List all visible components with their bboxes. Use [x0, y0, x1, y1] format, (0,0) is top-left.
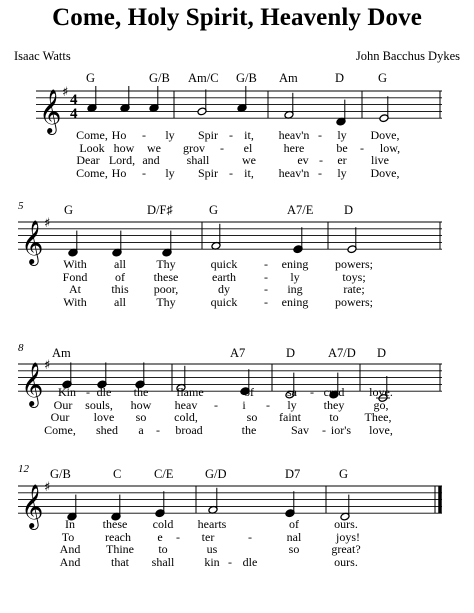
lyric-syllable: ly	[337, 165, 347, 180]
lyric-syllable: Come,	[76, 165, 108, 180]
lyric-syllable: ev	[297, 153, 309, 167]
lyric-syllable: of	[244, 385, 254, 399]
lyric-syllable: -	[86, 385, 90, 399]
lyric-syllable: -	[214, 397, 218, 412]
lyric-syllable: Thee,	[364, 410, 392, 424]
lyric-syllable: cred	[323, 385, 345, 399]
chord-symbol: A7/E	[287, 203, 314, 217]
chord-symbol: G	[209, 203, 219, 217]
chord-symbol: G/B	[236, 71, 257, 85]
lyric-syllable: earth	[212, 269, 236, 284]
lyric-syllable: -	[310, 385, 314, 399]
lyric-syllable: i	[242, 397, 246, 412]
lyric-syllable: us	[206, 542, 218, 556]
lyric-syllable: and	[142, 153, 160, 167]
composer-credit: John Bacchus Dykes	[355, 49, 460, 63]
lyric-syllable: heav	[174, 397, 198, 412]
chord-symbol: D	[286, 346, 296, 360]
lyric-syllable: ly	[337, 128, 347, 142]
lyric-syllable: we	[147, 140, 161, 155]
lyric-syllable: -	[319, 153, 323, 167]
lyric-syllable: rate;	[343, 282, 365, 296]
lyric-syllable: the	[241, 422, 257, 437]
lyric-syllable: ours.	[334, 554, 358, 569]
lyric-syllable: to	[158, 542, 168, 556]
lyric-syllable: -	[142, 128, 146, 142]
lyric-syllable: broad	[175, 422, 203, 437]
lyric-syllable: Fond	[62, 269, 88, 284]
lyric-syllable: Ho	[111, 165, 127, 180]
lyric-syllable: -	[142, 165, 146, 180]
lyric-syllable: ly	[165, 165, 175, 180]
lyric-syllable: shed	[96, 422, 118, 437]
lyric-syllable: Sav	[291, 422, 309, 437]
lyric-syllable: how	[113, 140, 135, 155]
lyric-syllable: -	[318, 128, 322, 142]
chord-symbol: D7	[285, 467, 301, 481]
lyric-syllable: of	[289, 517, 299, 531]
chord-symbol: A7	[230, 346, 246, 360]
lyric-syllable: e	[157, 529, 163, 544]
lyric-syllable: so	[135, 410, 147, 424]
lyric-syllable: love	[93, 410, 115, 424]
lyric-syllable: -	[248, 529, 252, 544]
lyricist-credit: Isaac Watts	[14, 49, 71, 63]
lyric-syllable: these	[153, 269, 179, 284]
lyric-syllable: With	[63, 257, 87, 271]
lyric-syllable: Our	[53, 397, 73, 412]
treble-clef-icon: 𝄞	[39, 89, 62, 134]
lyric-syllable: a	[138, 422, 144, 437]
song-title: Come, Holy Spirit, Heavenly Dove	[52, 4, 422, 31]
lyric-syllable: Spir	[197, 128, 219, 142]
lyric-syllable: sa	[287, 385, 297, 399]
chord-symbol: D	[344, 203, 354, 217]
treble-clef-icon: 𝄞	[21, 220, 44, 265]
lyric-syllable: we	[242, 153, 256, 167]
lyric-syllable: ly	[165, 128, 175, 142]
lyric-syllable: quick	[210, 257, 238, 271]
measure-number: 5	[18, 200, 24, 212]
lyric-syllable: ening	[281, 257, 309, 271]
lyric-syllable: go,	[373, 397, 389, 412]
chord-symbol: G	[64, 203, 74, 217]
lyric-syllable: -	[264, 294, 268, 309]
measure-number: 12	[18, 463, 29, 475]
lyric-syllable: Thine	[106, 542, 134, 556]
chord-symbol: G/B	[50, 467, 71, 481]
lyric-syllable: And	[59, 542, 81, 556]
lyric-syllable: be	[336, 140, 348, 155]
lyric-syllable: reach	[105, 529, 131, 544]
lyric-syllable: At	[69, 282, 81, 296]
lyric-syllable: -	[220, 140, 224, 155]
lyric-syllable: ours.	[334, 517, 358, 531]
chord-symbol: G	[86, 71, 96, 85]
lyric-syllable: Thy	[156, 294, 176, 309]
lyric-syllable: faint	[279, 410, 301, 424]
lyric-syllable: -	[360, 140, 364, 155]
lyric-syllable: love.	[369, 385, 393, 399]
lyric-syllable: Spir	[197, 165, 219, 180]
chord-symbol: C	[113, 467, 122, 481]
chord-symbol: A7/D	[328, 346, 356, 360]
lyric-syllable: it,	[244, 165, 254, 180]
chord-symbol: Am/C	[188, 71, 219, 85]
lyric-syllable: live	[371, 153, 389, 167]
lyric-syllable: -	[156, 422, 160, 437]
lyric-syllable: dy	[218, 282, 230, 296]
lyric-syllable: so	[246, 410, 258, 424]
lyric-syllable: -	[322, 422, 326, 437]
lyric-syllable: great?	[331, 542, 361, 556]
lyric-syllable: cold,	[174, 410, 198, 424]
lyric-syllable: To	[61, 529, 75, 544]
lyric-syllable: Ho	[111, 128, 127, 142]
lyric-syllable: -	[266, 397, 270, 412]
lyric-syllable: Thy	[156, 257, 176, 271]
lyric-syllable: With	[63, 294, 87, 309]
sharp-icon: ♯	[44, 480, 51, 495]
lyric-syllable: ly	[287, 397, 297, 412]
chord-symbol: G	[378, 71, 388, 85]
lyric-syllable: el	[243, 140, 253, 155]
lyric-syllable: ly	[290, 269, 300, 284]
treble-clef-icon: 𝄞	[21, 484, 44, 529]
lyric-syllable: souls,	[85, 397, 113, 412]
lyric-syllable: ening	[281, 294, 309, 309]
chord-symbol: D	[335, 71, 345, 85]
lyric-syllable: low,	[379, 140, 401, 155]
lyric-syllable: they	[323, 397, 345, 412]
chord-symbol: G/B	[149, 71, 170, 85]
chord-symbol: D/F♯	[147, 203, 173, 217]
chord-symbol: G/D	[205, 467, 227, 481]
lyric-syllable: -	[176, 529, 180, 544]
lyric-syllable: toys;	[342, 269, 366, 284]
lyric-syllable: these	[102, 517, 128, 531]
lyric-syllable: quick	[210, 294, 238, 309]
time-signature-bottom: 4	[70, 106, 78, 122]
lyric-syllable: that	[111, 554, 129, 569]
lyric-syllable: Lord,	[108, 153, 136, 167]
lyric-syllable: powers;	[335, 257, 373, 271]
lyric-syllable: -	[229, 165, 233, 180]
sharp-icon: ♯	[44, 358, 51, 373]
lyric-syllable: powers;	[335, 294, 373, 309]
lyric-syllable: nal	[286, 529, 302, 544]
lyric-syllable: ing	[287, 282, 303, 296]
lyric-syllable: the	[133, 385, 149, 399]
lyric-syllable: Kin	[58, 385, 76, 399]
sharp-icon: ♯	[62, 85, 69, 100]
lyric-syllable: ter	[201, 529, 215, 544]
lyric-syllable: all	[114, 294, 126, 309]
lyric-syllable: -	[318, 165, 322, 180]
treble-clef-icon: 𝄞	[21, 362, 44, 407]
chord-symbol: C/E	[154, 467, 174, 481]
lyric-syllable: love,	[369, 422, 393, 437]
lyric-syllable: -	[264, 257, 268, 271]
lyric-syllable: to	[329, 410, 339, 424]
lyric-syllable: poor,	[153, 282, 179, 296]
time-signature-top: 4	[70, 92, 78, 108]
sharp-icon: ♯	[44, 216, 51, 231]
lyric-syllable: shall	[151, 554, 175, 569]
lyric-syllable: hearts	[197, 517, 227, 531]
lyric-syllable: -	[229, 128, 233, 142]
lyric-syllable: ior's	[330, 422, 352, 437]
lyric-syllable: cold	[152, 517, 174, 531]
lyric-syllable: shall	[186, 153, 210, 167]
lyric-syllable: all	[114, 257, 126, 271]
lyric-syllable: joys!	[336, 529, 360, 544]
lyric-syllable: -	[264, 269, 268, 284]
lyric-syllable: it,	[244, 128, 254, 142]
lyric-syllable: -	[264, 282, 268, 296]
lyric-syllable: here	[283, 140, 305, 155]
lyric-syllable: Come,	[76, 128, 108, 142]
lyric-syllable: of	[115, 269, 125, 284]
chord-symbol: Am	[52, 346, 71, 360]
lyric-syllable: how	[130, 397, 152, 412]
lyric-syllable: Look	[79, 140, 105, 155]
lyric-syllable: grov	[183, 140, 205, 155]
chord-symbol: G	[339, 467, 349, 481]
lyric-syllable: dle	[96, 385, 112, 399]
lyric-syllable: Our	[50, 410, 70, 424]
lyric-syllable: this	[111, 282, 129, 296]
lyric-syllable: Dear	[76, 153, 100, 167]
lyric-syllable: so	[288, 542, 300, 556]
lyric-syllable: kin	[204, 554, 220, 569]
lyric-syllable: er	[337, 153, 347, 167]
lyric-syllable: And	[59, 554, 81, 569]
lyric-syllable: In	[65, 517, 75, 531]
chord-symbol: Am	[279, 71, 298, 85]
lyric-syllable: -	[228, 554, 232, 569]
lyric-syllable: Dove,	[370, 165, 400, 180]
lyric-syllable: heav'n	[278, 165, 310, 180]
lyric-syllable: flame	[176, 385, 204, 399]
measure-number: 8	[18, 342, 24, 354]
lyric-syllable: Dove,	[370, 128, 400, 142]
lyric-syllable: dle	[242, 554, 258, 569]
chord-symbol: D	[377, 346, 387, 360]
lyric-syllable: heav'n	[278, 128, 310, 142]
lyric-syllable: Come,	[44, 422, 76, 437]
